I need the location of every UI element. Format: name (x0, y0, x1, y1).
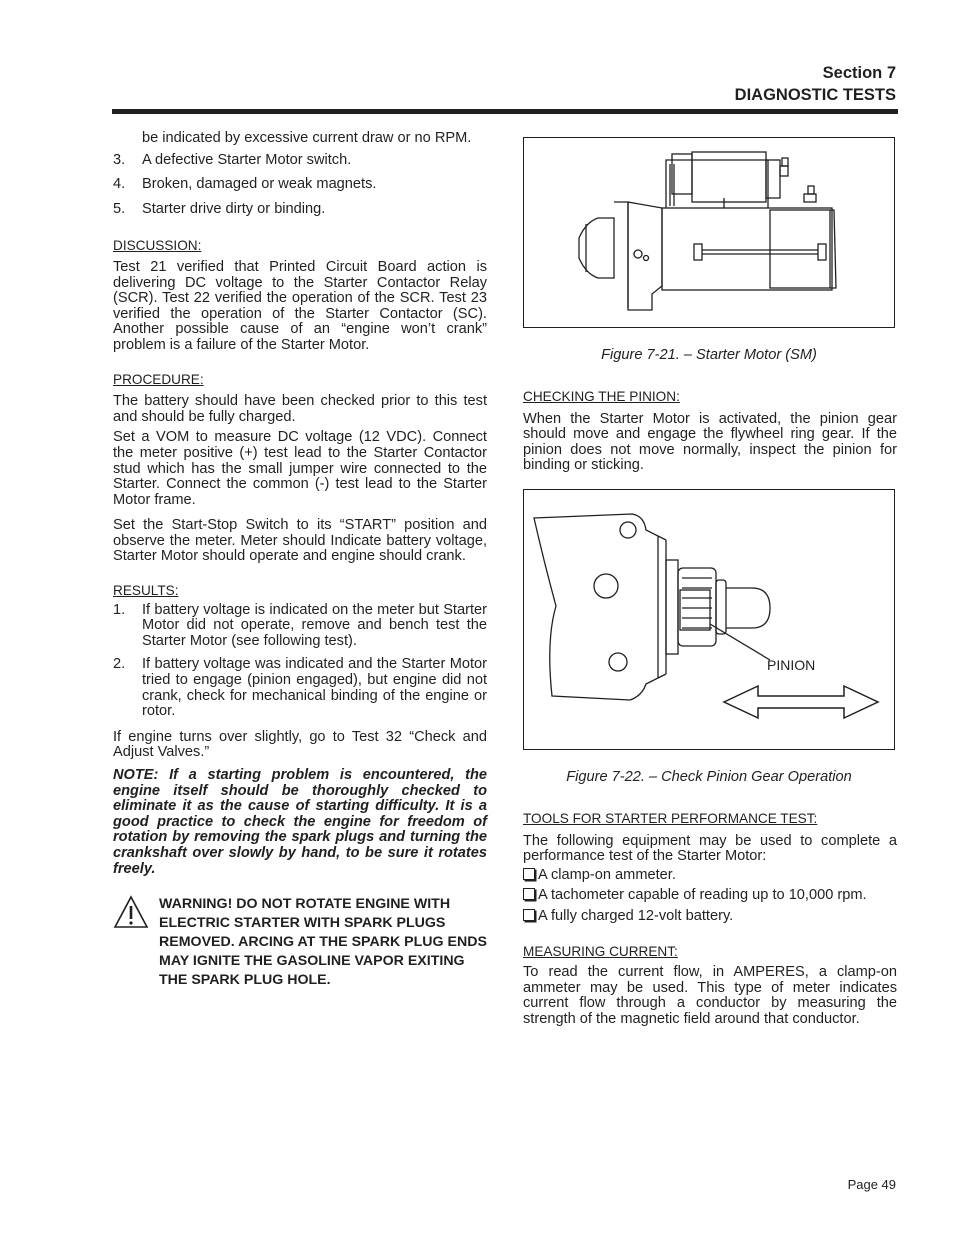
results-list (113, 603, 487, 720)
pinion-text: When the Starter Motor is activated, the pinion gear should move and engage the flywheel ring gear. If the pinion does not move normally, inspect the pinion for binding or sticking. (523, 410, 897, 474)
discussion-heading: DISCUSSION: (113, 238, 202, 254)
current-heading: MEASURING CURRENT: (523, 943, 678, 959)
section-number: Section 7 (822, 64, 896, 82)
right-column-upper (523, 389, 897, 474)
note-text: NOTE: If a starting problem is encountered, the engine itself should be thoroughly checked to eliminate it as the cause of starting difficulty. It is a good practice to check the engine for freedom of rotation by removing the spark plugs and turning the crankshaft over slowly by hand, to be sure it rotates freely. (113, 767, 487, 877)
checkbox-icon (523, 868, 535, 880)
pinion-gear-drawing (524, 490, 893, 748)
procedure-paragraph: The battery should have been checked prior to this test and should be fully charged. (113, 393, 487, 425)
figure-starter-motor (523, 137, 895, 328)
header-rule (112, 109, 898, 114)
section-header (735, 62, 896, 106)
warning-block (113, 895, 487, 990)
right-column-lower (523, 811, 897, 1028)
tools-text: The following equipment may be used to complete a performance test of the Starter Motor: (523, 832, 897, 865)
procedure-paragraph: Set the Start-Stop Switch to its “START” position and observe the meter. Meter should Indicate battery voltage, Starter Motor should operate and engine should crank. (113, 517, 487, 565)
results-heading: RESULTS: (113, 583, 179, 599)
left-column (113, 131, 487, 990)
section-title: DIAGNOSTIC TESTS (734, 86, 896, 104)
figure-pinion-gear (523, 489, 895, 750)
list-item: 3. A defective Starter Motor switch. (113, 151, 352, 168)
pinion-heading: CHECKING THE PINION: (523, 389, 680, 404)
list-item: 1. If battery voltage is indicated on the meter but Starter Motor did not operate, remove and bench test the Starter Motor (see following test). (113, 601, 487, 649)
procedure-paragraph: Set a VOM to measure DC voltage (12 VDC). Connect the meter positive (+) test lead to the Starter Contactor stud which has the small jumper wire connected to the Starter. Connect the common (-) test lead to the Starter Motor frame. (113, 429, 487, 508)
results-after-text: If engine turns over slightly, go to Test 32 “Check and Adjust Valves.” (113, 728, 487, 761)
list-item: A fully charged 12-volt battery. (523, 908, 897, 925)
checkbox-icon (523, 909, 535, 921)
starter-motor-drawing (524, 138, 893, 326)
figure-7-21-caption: Figure 7-21. – Starter Motor (SM) (601, 347, 817, 363)
current-text: To read the current flow, in AMPERES, a clamp-on ammeter may be used. This type of meter indicates current flow through a conductor by measuring the strength of the magnetic field around that conductor. (523, 964, 897, 1027)
pinion-label: PINION (767, 657, 816, 673)
list-item: 2. If battery voltage was indicated and the Starter Motor tried to engage (pinion engaged), but engine did not crank, check for mechanical binding of the engine or rotor. (113, 656, 487, 720)
list-item: 4. Broken, damaged or weak magnets. (113, 176, 377, 193)
discussion-text: Test 21 verified that Printed Circuit Board action is delivering DC voltage to the Starter Contactor Relay (SCR). Test 22 verified the operation of the SCR. Test 23 verified the operation of the Starter Contactor (SC). Another possible cause of an “engine won’t crank” problem is a failure of the Starter Motor. (113, 258, 487, 353)
page-number: Page 49 (847, 1177, 896, 1192)
continued-text: be indicated by excessive current draw or no RPM. (142, 130, 472, 146)
list-item: A tachometer capable of reading up to 10,000 rpm. (523, 887, 897, 904)
tools-heading: TOOLS FOR STARTER PERFORMANCE TEST: (523, 811, 818, 826)
warning-text: WARNING! DO NOT ROTATE ENGINE WITH ELECTRIC STARTER WITH SPARK PLUGS REMOVED. ARCING AT THE SPARK PLUG ENDS MAY IGNITE THE GASOLINE VAPOR EXITING THE SPARK PLUG HOLE. (159, 896, 487, 989)
figure-7-22-caption: Figure 7-22. – Check Pinion Gear Operation (566, 769, 852, 785)
warning-triangle-icon (113, 895, 149, 929)
list-item: A clamp-on ammeter. (523, 867, 897, 884)
list-top (113, 153, 487, 218)
procedure-heading: PROCEDURE: (113, 371, 204, 387)
tools-list (523, 867, 897, 925)
list-item: 5. Starter drive dirty or binding. (113, 200, 326, 217)
checkbox-icon (523, 888, 535, 900)
